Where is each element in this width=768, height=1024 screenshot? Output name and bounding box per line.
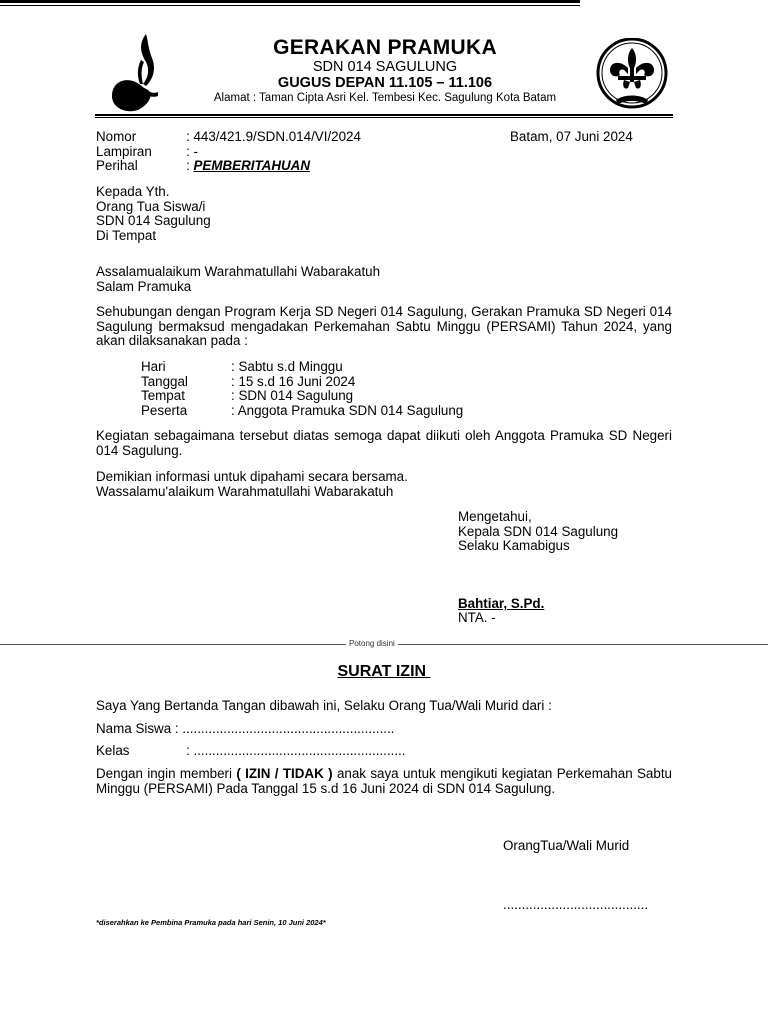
detail-value: : Sabtu s.d Minggu bbox=[231, 359, 343, 374]
consent-paragraph bbox=[96, 766, 676, 796]
signature-line: Mengetahui, bbox=[458, 509, 532, 524]
consent-post: anak saya untuk mengikuti kegiatan Perkemahan Sabtu Minggu (PERSAMI) Pada Tanggal 15 s.d 16 Juni 2024 di SDN 014 Sagulung. bbox=[96, 766, 676, 796]
scout-emblem-logo bbox=[594, 38, 670, 112]
org-title: GERAKAN PRAMUKA bbox=[273, 36, 497, 59]
izin-statement: Saya Yang Bertanda Tangan dibawah ini, Selaku Orang Tua/Wali Murid dari : bbox=[96, 698, 552, 713]
hope-paragraph: Kegiatan sebagaimana tersebut diatas semoga dapat diikuti oleh Anggota Pramuka SD Negeri 014 Sagulung. bbox=[96, 428, 672, 458]
signature-line: Selaku Kamabigus bbox=[458, 538, 570, 553]
consent-choice: ( IZIN / TIDAK ) bbox=[236, 766, 333, 781]
recipient-line: Kepada Yth. bbox=[96, 184, 170, 199]
signature-block bbox=[458, 510, 618, 554]
detail-label: Tanggal bbox=[141, 373, 188, 389]
detail-row bbox=[141, 360, 463, 375]
address: Alamat : Taman Cipta Asri Kel. Tembesi Kec. Sagulung Kota Batam bbox=[213, 92, 557, 104]
footnote: *diserahkan ke Pembina Pramuka pada hari Senin, 10 Juni 2024* bbox=[96, 918, 326, 927]
signatory-nta: NTA. - bbox=[458, 610, 496, 625]
top-border-thin bbox=[0, 5, 580, 6]
detail-row bbox=[141, 375, 463, 390]
tunas-kelapa-logo bbox=[108, 32, 160, 116]
detail-value: : Anggota Pramuka SDN 014 Sagulung bbox=[231, 402, 464, 418]
header-rule-thin bbox=[95, 117, 673, 118]
greeting-line: Salam Pramuka bbox=[96, 278, 192, 294]
recipient-block bbox=[96, 185, 211, 243]
perihal-value-line bbox=[186, 159, 310, 174]
cut-label: Potong disini bbox=[346, 639, 398, 648]
izin-title: SURAT IZIN bbox=[337, 663, 431, 680]
nama-siswa-label: Nama Siswa : bbox=[96, 721, 179, 736]
closing-line: Demikian informasi untuk dipahami secara bersama. bbox=[96, 469, 408, 484]
header-rule-thick bbox=[95, 114, 673, 116]
recipient-line: Di Tempat bbox=[96, 227, 157, 243]
kelas-field[interactable]: : ......................................................... bbox=[186, 743, 406, 758]
nama-siswa-field[interactable]: ......................................................... bbox=[178, 721, 395, 736]
top-border-thick bbox=[0, 0, 580, 3]
signature-line: Kepala SDN 014 Sagulung bbox=[458, 523, 619, 539]
school-name: SDN 014 SAGULUNG bbox=[312, 59, 458, 75]
consent-pre: Dengan ingin memberi bbox=[96, 766, 237, 781]
greeting-block bbox=[96, 265, 380, 294]
nama-siswa-row bbox=[96, 722, 394, 737]
signatory-name: Bahtiar, S.Pd. bbox=[458, 596, 545, 611]
detail-label: Tempat bbox=[141, 388, 185, 403]
nomor-label: Nomor bbox=[96, 129, 137, 144]
gugus-depan: GUGUS DEPAN 11.105 – 11.106 bbox=[277, 75, 493, 91]
detail-label: Peserta bbox=[141, 402, 188, 418]
nomor-value: : 443/421.9/SDN.014/VI/2024 bbox=[186, 129, 361, 144]
recipient-line: SDN 014 Sagulung bbox=[96, 213, 211, 228]
lampiran-label: Lampiran bbox=[96, 144, 152, 159]
closing-block bbox=[96, 470, 408, 499]
detail-value: : 15 s.d 16 Juni 2024 bbox=[231, 373, 356, 389]
perihal-colon: : bbox=[186, 158, 194, 173]
kelas-label: Kelas bbox=[96, 743, 130, 758]
lampiran-value: : - bbox=[186, 144, 198, 159]
greeting-line: Assalamualaikum Warahmatullahi Wabarakatuh bbox=[96, 264, 381, 279]
parent-label: OrangTua/Wali Murid bbox=[503, 838, 630, 853]
detail-row bbox=[141, 389, 463, 404]
closing-line: Wassalamu'alaikum Warahmatullahi Wabarakatuh bbox=[96, 483, 394, 499]
place-date: Batam, 07 Juni 2024 bbox=[510, 129, 633, 144]
detail-row bbox=[141, 404, 463, 419]
recipient-line: Orang Tua Siswa/i bbox=[96, 198, 206, 214]
perihal-label: Perihal bbox=[96, 158, 138, 173]
detail-label: Hari bbox=[141, 359, 166, 374]
detail-value: : SDN 014 Sagulung bbox=[231, 388, 354, 403]
perihal-value: PEMBERITAHUAN bbox=[193, 158, 310, 173]
details-block bbox=[141, 360, 463, 418]
parent-signature-line[interactable]: ....................................... bbox=[503, 897, 649, 912]
intro-paragraph: Sehubungan dengan Program Kerja SD Negeri 014 Sagulung, Gerakan Pramuka SD Negeri 014 Sagulung bermaksud mengadakan Perkemahan Sabtu Minggu (PERSAMI) Tahun 2024, yang akan dilaksanakan pada : bbox=[96, 304, 672, 348]
